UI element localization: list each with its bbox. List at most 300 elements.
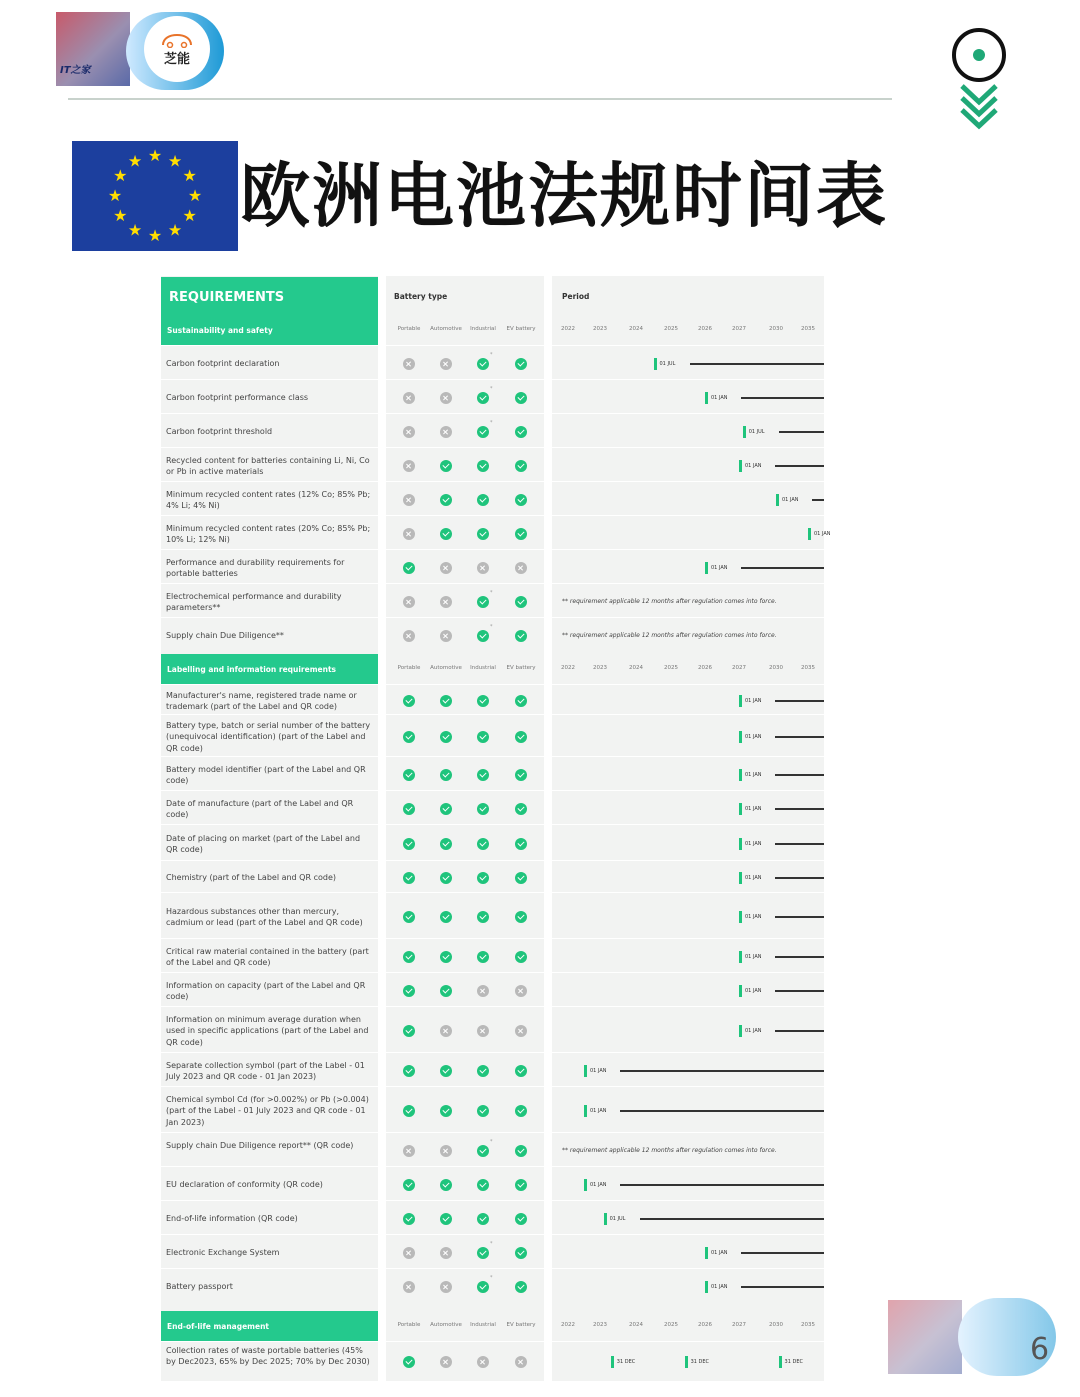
year-label: 2024 (629, 665, 643, 671)
timeline-start-marker (654, 358, 657, 370)
check-icon (515, 358, 527, 370)
timeline-bar (775, 916, 824, 918)
timeline-start-marker (604, 1213, 607, 1225)
asterisk-mark: * (490, 1241, 493, 1247)
timeline-bar (741, 1286, 824, 1288)
eu-flag-icon (72, 141, 238, 251)
timeline-date: 01 JUL (659, 361, 676, 367)
cross-icon (440, 630, 452, 642)
cross-icon (403, 358, 415, 370)
timeline-date: 01 JAN (745, 841, 762, 847)
row-divider (161, 1052, 824, 1053)
check-icon (515, 731, 527, 743)
check-icon (440, 838, 452, 850)
timeline-date: 01 JAN (711, 565, 728, 571)
check-icon (515, 1281, 527, 1293)
requirement-label: Electrochemical performance and durability parameters** (166, 591, 342, 612)
cross-icon (403, 1145, 415, 1157)
requirement-label: Battery type, batch or serial number of the battery (unequivocal identification) (part of the Label and QR code) (166, 720, 371, 753)
battery-column-label: Automotive (430, 326, 462, 332)
timeline-date: 01 JUL (609, 1216, 626, 1222)
timeline-date: 01 JAN (814, 531, 831, 537)
timeline-bar (741, 397, 824, 399)
section-header: Labelling and information requirements (161, 654, 378, 684)
requirement-note: ** requirement applicable 12 months after regulation comes into force. (562, 1147, 777, 1154)
check-icon (477, 911, 489, 923)
battery-column-label: EV battery (506, 326, 536, 332)
check-icon (515, 528, 527, 540)
timeline-date: 01 JAN (745, 1028, 762, 1034)
requirement-label: Supply chain Due Diligence report** (QR code) (166, 1140, 354, 1150)
cross-icon (403, 1281, 415, 1293)
check-icon (403, 872, 415, 884)
timeline-bar (620, 1070, 824, 1072)
timeline-date: 01 JAN (711, 1250, 728, 1256)
cross-icon (515, 562, 527, 574)
timeline-date: 01 JAN (745, 875, 762, 881)
battery-column-label: Portable (397, 665, 421, 671)
timeline-start-marker (776, 494, 779, 506)
year-label: 2026 (698, 326, 712, 332)
row-divider (161, 379, 824, 380)
milestone-date: 31 DEC (690, 1359, 710, 1365)
timeline-start-marker (808, 528, 811, 540)
check-icon (477, 1213, 489, 1225)
flag-star-icon: ★ (113, 206, 128, 225)
watermark-car-image (888, 1300, 962, 1374)
check-icon (477, 494, 489, 506)
milestone-marker (779, 1356, 782, 1368)
timeline-date: 01 JAN (590, 1182, 607, 1188)
requirement-label: Supply chain Due Diligence** (166, 631, 284, 641)
cross-icon (403, 1247, 415, 1259)
battery-column-label: Industrial (470, 326, 496, 332)
asterisk-mark: * (490, 1139, 493, 1145)
asterisk-mark: * (490, 386, 493, 392)
milestone-marker (685, 1356, 688, 1368)
requirement-label: Critical raw material contained in the battery (part of the Label and QR code) (166, 946, 369, 967)
check-icon (515, 769, 527, 781)
timeline-start-marker (739, 695, 742, 707)
timeline-bar (812, 499, 824, 501)
cross-icon (403, 426, 415, 438)
year-label: 2022 (561, 1322, 575, 1328)
check-icon (477, 731, 489, 743)
row-divider (161, 1132, 824, 1133)
timeline-start-marker (705, 392, 708, 404)
timeline-start-marker (705, 562, 708, 574)
flag-star-icon: ★ (167, 220, 183, 240)
row-divider (161, 756, 824, 757)
requirement-label: Carbon footprint performance class (166, 393, 309, 403)
scroll-down-icon (948, 24, 1010, 134)
timeline-start-marker (739, 460, 742, 472)
cross-icon (440, 596, 452, 608)
row-divider (161, 1234, 824, 1235)
check-icon (477, 1281, 489, 1293)
check-icon (477, 528, 489, 540)
cross-icon (440, 1247, 452, 1259)
cross-icon (403, 630, 415, 642)
timeline-date: 01 JAN (745, 914, 762, 920)
check-icon (515, 1213, 527, 1225)
check-icon (515, 951, 527, 963)
check-icon (515, 1105, 527, 1117)
flag-star-icon: ★ (147, 146, 163, 165)
battery-column-label: EV battery (506, 665, 536, 671)
cross-icon (515, 985, 527, 997)
check-icon (403, 1213, 415, 1225)
check-icon (440, 528, 452, 540)
milestone-marker (611, 1356, 614, 1368)
flag-star-icon: ★ (107, 186, 123, 205)
row-divider (161, 972, 824, 973)
battery-column-label: Industrial (470, 665, 496, 671)
timeline-bar (775, 843, 824, 845)
flag-star-icon: ★ (182, 206, 197, 225)
cross-icon (403, 392, 415, 404)
battery-column-label: Industrial (470, 1322, 496, 1328)
timeline-start-marker (739, 769, 742, 781)
year-label: 2025 (664, 326, 678, 332)
cross-icon (440, 562, 452, 574)
check-icon (440, 695, 452, 707)
timeline-bar (775, 736, 824, 738)
timeline-bar (741, 1252, 824, 1254)
check-icon (403, 911, 415, 923)
logo-text-right: 芝能 (163, 51, 190, 67)
check-icon (477, 1065, 489, 1077)
requirement-label: Carbon footprint threshold (166, 427, 273, 437)
year-label: 2035 (801, 1322, 815, 1328)
check-icon (403, 803, 415, 815)
cross-icon (403, 494, 415, 506)
period-header: Period (562, 292, 590, 301)
row-divider (161, 790, 824, 791)
row-divider (161, 413, 824, 414)
check-icon (515, 838, 527, 850)
check-icon (440, 460, 452, 472)
cross-icon (477, 1356, 489, 1368)
timeline-bar (775, 990, 824, 992)
check-icon (515, 911, 527, 923)
milestone-date: 31 DEC (784, 1359, 803, 1365)
check-icon (477, 872, 489, 884)
timeline-bar (620, 1184, 824, 1186)
year-label: 2030 (769, 665, 783, 671)
year-label: 2026 (698, 665, 712, 671)
check-icon (477, 1247, 489, 1259)
row-divider (161, 1200, 824, 1201)
battery-column-label: EV battery (506, 1322, 536, 1328)
requirement-label: Date of manufacture (part of the Label and QR code) (166, 798, 354, 819)
year-label: 2026 (698, 1322, 712, 1328)
timeline-date: 01 JAN (782, 497, 799, 503)
check-icon (515, 460, 527, 472)
check-icon (477, 1179, 489, 1191)
row-divider (161, 1166, 824, 1167)
requirement-label: Information on capacity (part of the Label and QR code) (166, 980, 366, 1001)
requirement-label: End-of-life information (QR code) (166, 1214, 298, 1224)
logo-pill (126, 12, 224, 90)
check-icon (403, 769, 415, 781)
row-divider (161, 549, 824, 550)
milestone-date: 31 DEC (616, 1359, 636, 1365)
check-icon (403, 985, 415, 997)
cross-icon (440, 358, 452, 370)
check-icon (477, 392, 489, 404)
car-logo-image (56, 12, 130, 86)
timeline-start-marker (584, 1105, 587, 1117)
check-icon (477, 803, 489, 815)
check-icon (440, 803, 452, 815)
check-icon (403, 695, 415, 707)
timeline-start-marker (739, 731, 742, 743)
car-outline-icon (160, 32, 194, 48)
timeline-date: 01 JAN (745, 806, 762, 812)
requirement-label: Hazardous substances other than mercury, cadmium or lead (part of the Label and QR code) (166, 906, 363, 927)
row-divider (161, 345, 824, 346)
row-divider (161, 892, 824, 893)
check-icon (440, 731, 452, 743)
timeline-start-marker (739, 803, 742, 815)
check-icon (477, 630, 489, 642)
check-icon (477, 838, 489, 850)
check-icon (403, 1105, 415, 1117)
flag-star-icon: ★ (127, 151, 143, 171)
check-icon (403, 1025, 415, 1037)
logo-circle (144, 16, 210, 82)
requirement-label: Minimum recycled content rates (20% Co; 85% Pb; 10% Li; 12% Ni) (166, 523, 371, 544)
check-icon (477, 769, 489, 781)
cross-icon (515, 1356, 527, 1368)
timeline-bar (775, 465, 824, 467)
row-divider (161, 1341, 824, 1342)
timeline-date: 01 JAN (745, 954, 762, 960)
flag-star-icon: ★ (147, 226, 163, 245)
timeline-start-marker (743, 426, 746, 438)
year-label: 2024 (629, 326, 643, 332)
check-icon (477, 358, 489, 370)
requirement-label: Carbon footprint declaration (166, 359, 280, 369)
row-divider (161, 617, 824, 618)
asterisk-mark: * (490, 420, 493, 426)
check-icon (440, 911, 452, 923)
row-divider (161, 938, 824, 939)
timeline-date: 01 JUL (748, 429, 765, 435)
check-icon (440, 872, 452, 884)
year-label: 2025 (664, 1322, 678, 1328)
timeline-bar (690, 363, 825, 365)
check-icon (440, 951, 452, 963)
header-divider (68, 98, 892, 100)
cross-icon (440, 1145, 452, 1157)
check-icon (477, 951, 489, 963)
page-title: 欧洲电池法规时间表 (240, 155, 888, 237)
check-icon (515, 1247, 527, 1259)
battery-column-label: Automotive (430, 665, 462, 671)
cross-icon (477, 985, 489, 997)
cross-icon (440, 1356, 452, 1368)
timeline-bar (775, 1030, 824, 1032)
period-panel (552, 276, 824, 1381)
check-icon (477, 695, 489, 707)
requirement-label: Battery passport (166, 1282, 233, 1292)
check-icon (403, 1179, 415, 1191)
check-icon (440, 1213, 452, 1225)
requirement-note: ** requirement applicable 12 months after regulation comes into force. (562, 598, 777, 605)
year-label: 2027 (732, 1322, 746, 1328)
check-icon (440, 1179, 452, 1191)
year-label: 2023 (593, 326, 607, 332)
timeline-date: 01 JAN (745, 698, 762, 704)
check-icon (515, 392, 527, 404)
check-icon (477, 596, 489, 608)
check-icon (515, 1179, 527, 1191)
requirement-label: EU declaration of conformity (QR code) (166, 1180, 323, 1190)
cross-icon (440, 1281, 452, 1293)
timeline-start-marker (705, 1281, 708, 1293)
check-icon (440, 494, 452, 506)
year-label: 2025 (664, 665, 678, 671)
requirement-label: Performance and durability requirements for portable batteries (166, 557, 345, 578)
cross-icon (440, 392, 452, 404)
flag-star-icon: ★ (127, 220, 143, 240)
battery-column-label: Portable (397, 1322, 421, 1328)
check-icon (440, 769, 452, 781)
cross-icon (440, 426, 452, 438)
check-icon (403, 562, 415, 574)
timeline-date: 01 JAN (711, 1284, 728, 1290)
page-number: 6 (1030, 1332, 1050, 1367)
requirement-note: ** requirement applicable 12 months after regulation comes into force. (562, 632, 777, 639)
year-label: 2030 (769, 326, 783, 332)
row-divider (161, 860, 824, 861)
asterisk-mark: * (490, 624, 493, 630)
check-icon (515, 630, 527, 642)
timeline-start-marker (739, 985, 742, 997)
timeline-start-marker (739, 911, 742, 923)
requirement-label: Chemical symbol Cd (for >0.002%) or Pb (>0.004) (part of the Label - 01 July 2023 and QR code - 01 Jan 2023) (166, 1094, 369, 1127)
row-divider (161, 1086, 824, 1087)
requirements-header: REQUIREMENTS (161, 277, 378, 315)
check-icon (515, 803, 527, 815)
timeline-start-marker (739, 1025, 742, 1037)
cross-icon (403, 528, 415, 540)
timeline-start-marker (584, 1065, 587, 1077)
check-icon (403, 1065, 415, 1077)
timeline-bar (741, 567, 824, 569)
cross-icon (403, 460, 415, 472)
timeline-date: 01 JAN (590, 1068, 607, 1074)
asterisk-mark: * (490, 352, 493, 358)
timeline-date: 01 JAN (745, 988, 762, 994)
asterisk-mark: * (490, 1275, 493, 1281)
year-label: 2027 (732, 326, 746, 332)
logo-text-left: IT之家 (60, 65, 91, 76)
check-icon (515, 695, 527, 707)
check-icon (515, 1065, 527, 1077)
asterisk-mark: * (490, 590, 493, 596)
timeline-bar (775, 774, 824, 776)
requirement-label: Electronic Exchange System (166, 1248, 280, 1258)
check-icon (515, 426, 527, 438)
year-label: 2022 (561, 326, 575, 332)
battery-column-label: Automotive (430, 1322, 462, 1328)
requirement-label: Manufacturer's name, registered trade name or trademark (part of the Label and QR code) (166, 690, 357, 711)
requirement-label: Date of placing on market (part of the Label and QR code) (166, 833, 361, 854)
timeline-bar (775, 877, 824, 879)
check-icon (515, 596, 527, 608)
brand-logo (56, 12, 228, 90)
cross-icon (515, 1025, 527, 1037)
timeline-bar (775, 700, 824, 702)
timeline-bar (779, 431, 824, 433)
row-divider (161, 447, 824, 448)
timeline-bar (775, 808, 824, 810)
cross-icon (477, 1025, 489, 1037)
battery-type-header: Battery type (394, 292, 448, 301)
check-icon (403, 838, 415, 850)
row-divider (161, 583, 824, 584)
timeline-date: 01 JAN (711, 395, 728, 401)
row-divider (161, 481, 824, 482)
requirement-label: Battery model identifier (part of the Label and QR code) (166, 764, 366, 785)
requirement-label: Information on minimum average duration when used in specific applications (part of the Label and QR code) (166, 1014, 369, 1047)
timeline-bar (620, 1110, 824, 1112)
timeline-start-marker (739, 872, 742, 884)
cross-icon (440, 1025, 452, 1037)
year-label: 2022 (561, 665, 575, 671)
timeline-start-marker (584, 1179, 587, 1191)
check-icon (515, 494, 527, 506)
flag-star-icon: ★ (182, 166, 197, 185)
timeline-bar (640, 1218, 824, 1220)
requirement-label: Collection rates of waste portable batteries (45% by Dec2023, 65% by Dec 2025; 70% by Dec 2030) (166, 1345, 370, 1367)
row-divider (161, 684, 824, 685)
section-header: Sustainability and safety (161, 315, 378, 345)
requirement-label: Chemistry (part of the Label and QR code) (166, 873, 336, 883)
flag-star-icon: ★ (113, 166, 128, 185)
year-label: 2035 (801, 665, 815, 671)
check-icon (440, 1065, 452, 1077)
row-divider (161, 824, 824, 825)
flag-star-icon: ★ (167, 151, 183, 171)
check-icon (440, 985, 452, 997)
row-divider (161, 714, 824, 715)
timeline-start-marker (739, 838, 742, 850)
battery-column-label: Portable (397, 326, 421, 332)
check-icon (403, 951, 415, 963)
row-divider (161, 515, 824, 516)
year-label: 2030 (769, 1322, 783, 1328)
check-icon (403, 731, 415, 743)
year-label: 2027 (732, 665, 746, 671)
year-label: 2024 (629, 1322, 643, 1328)
row-divider (161, 1006, 824, 1007)
section-header: End-of-life management (161, 1311, 378, 1341)
requirement-label: Recycled content for batteries containing Li, Ni, Co or Pb in active materials (166, 455, 370, 476)
timeline-bar (775, 956, 824, 958)
timeline-date: 01 JAN (745, 772, 762, 778)
timeline-date: 01 JAN (590, 1108, 607, 1114)
check-icon (477, 1105, 489, 1117)
check-icon (477, 460, 489, 472)
check-icon (515, 1145, 527, 1157)
row-divider (161, 1268, 824, 1269)
flag-star-icon: ★ (187, 186, 203, 205)
year-label: 2023 (593, 665, 607, 671)
